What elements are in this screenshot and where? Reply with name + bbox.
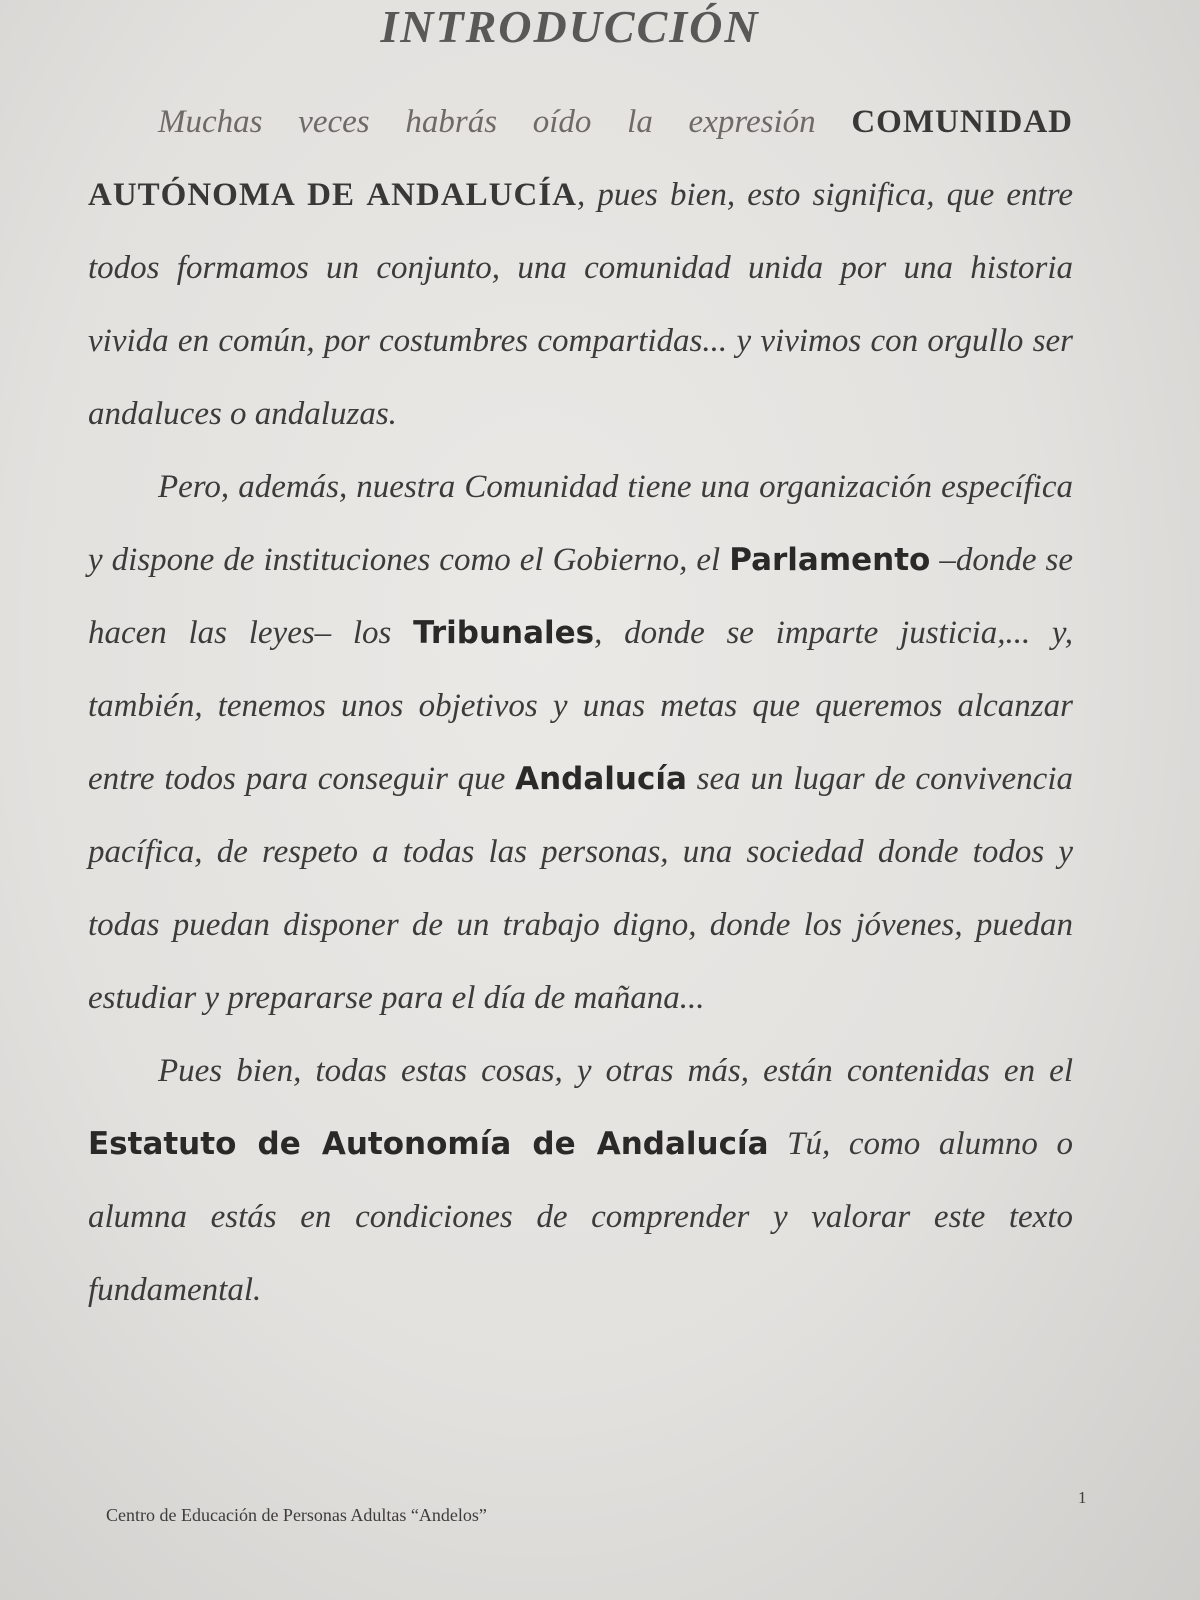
page-title: INTRODUCCIÓN bbox=[380, 1, 760, 52]
page-number: 1 bbox=[1078, 1488, 1087, 1507]
parlamento-term: Parlamento bbox=[729, 542, 931, 578]
paragraph-3-text-cont: Tú, como alumno o alumna estás en condiciones de comprender y valorar este texto fundamental. bbox=[88, 1126, 1073, 1308]
paragraph-1-text-cont: , pues bien, esto significa, que entre todos formamos un conjunto, una comunidad unida por una historia vivida en común, por costumbres compartidas... y vivimos con orgullo ser andaluces o andaluzas. bbox=[88, 177, 1073, 432]
tribunales-term: Tribunales bbox=[413, 615, 595, 651]
comunidad-autonoma-term: COMUNIDAD AUTÓNOMA DE ANDALUCÍA bbox=[88, 104, 1073, 213]
estatuto-term: Estatuto de Autonomía de Andalucía bbox=[88, 1126, 769, 1162]
paragraph-2 bbox=[88, 451, 1073, 1035]
body-text bbox=[88, 86, 1073, 1327]
paragraph-1-text: Muchas veces habrás oído la expresión bbox=[158, 104, 852, 140]
paragraph-2-text-cont3: sea un lugar de convivencia pacífica, de respeto a todas las personas, una sociedad donde todos y todas puedan disponer de un trabajo digno, donde los jóvenes, puedan estudiar y prepararse para el día de mañana... bbox=[88, 761, 1074, 1016]
paragraph-3 bbox=[88, 1035, 1073, 1327]
paragraph-3-text: Pues bien, todas estas cosas, y otras más, están contenidas en el bbox=[158, 1053, 1073, 1089]
paragraph-2-text-cont: –donde se hacen las leyes– los bbox=[88, 542, 1073, 651]
paragraph-1 bbox=[88, 86, 1073, 451]
paragraph-2-text: Pero, además, nuestra Comunidad tiene una organización específica y dispone de instituciones como el Gobierno, el bbox=[88, 469, 1073, 578]
andalucia-term: Andalucía bbox=[515, 761, 687, 797]
footer-institution: Centro de Educación de Personas Adultas “Andelos” bbox=[106, 1505, 487, 1525]
paragraph-2-text-cont2: , donde se imparte justicia,... y, también, tenemos unos objetivos y unas metas que queremos alcanzar entre todos para conseguir que bbox=[88, 615, 1073, 797]
